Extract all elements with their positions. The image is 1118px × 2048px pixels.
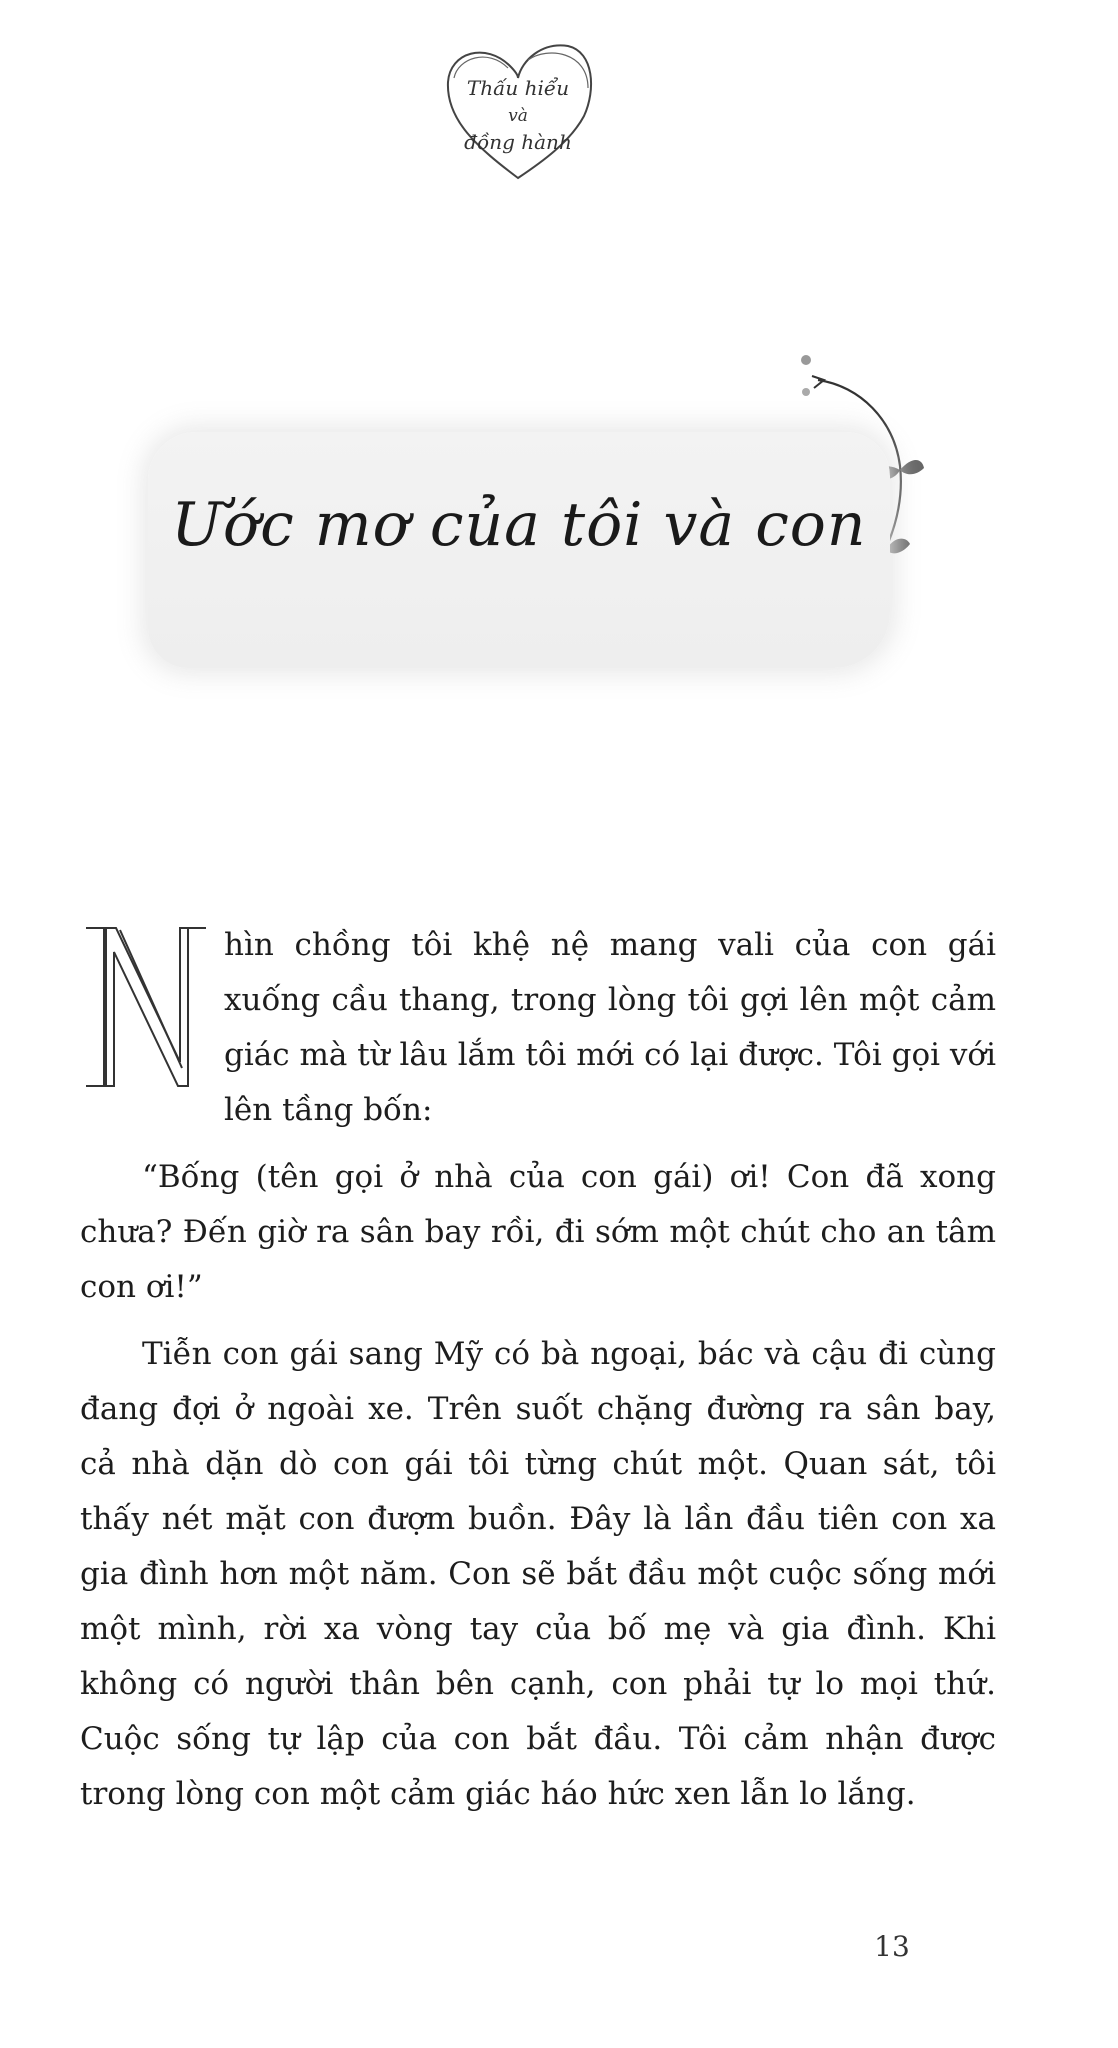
body-text bbox=[80, 918, 996, 1834]
paragraph-1-text: hìn chồng tôi khệ nệ mang vali của con gái xuống cầu thang, trong lòng tôi gợi lên một cảm giác mà từ lâu lắm tôi mới có lại được. Tôi gọi với lên tầng bốn: bbox=[224, 927, 996, 1128]
page-number: 13 bbox=[874, 1930, 910, 1963]
paragraph-2: “Bống (tên gọi ở nhà của con gái) ơi! Con đã xong chưa? Đến giờ ra sân bay rồi, đi sớm một chút cho an tâm con ơi!” bbox=[80, 1159, 996, 1305]
drop-cap-letter: N bbox=[80, 922, 81, 923]
paragraph-3: Tiễn con gái sang Mỹ có bà ngoại, bác và cậu đi cùng đang đợi ở ngoài xe. Trên suốt chặng đường ra sân bay, cả nhà dặn dò con gái tôi từng chút một. Quan sát, tôi thấy nét mặt con đượm buồn. Đây là lần đầu tiên con xa gia đình hơn một năm. Con sẽ bắt đầu một cuộc sống mới một mình, rời xa vòng tay của bố mẹ và gia đình. Khi không có người thân bên cạnh, con phải tự lo mọi thứ. Cuộc sống tự lập của con bắt đầu. Tôi cảm nhận được trong lòng con một cảm giác háo hức xen lẫn lo lắng. bbox=[80, 1336, 996, 1812]
chapter-title: Ước mơ của tôi và con bbox=[171, 490, 867, 560]
paragraph-1 bbox=[80, 918, 996, 1138]
heart-logo bbox=[438, 38, 598, 188]
drop-cap-n bbox=[80, 922, 210, 1092]
logo-line-1: Thấu hiểu bbox=[466, 76, 570, 100]
logo-line-3: đồng hành bbox=[464, 130, 572, 154]
logo-line-2: và bbox=[508, 106, 528, 126]
